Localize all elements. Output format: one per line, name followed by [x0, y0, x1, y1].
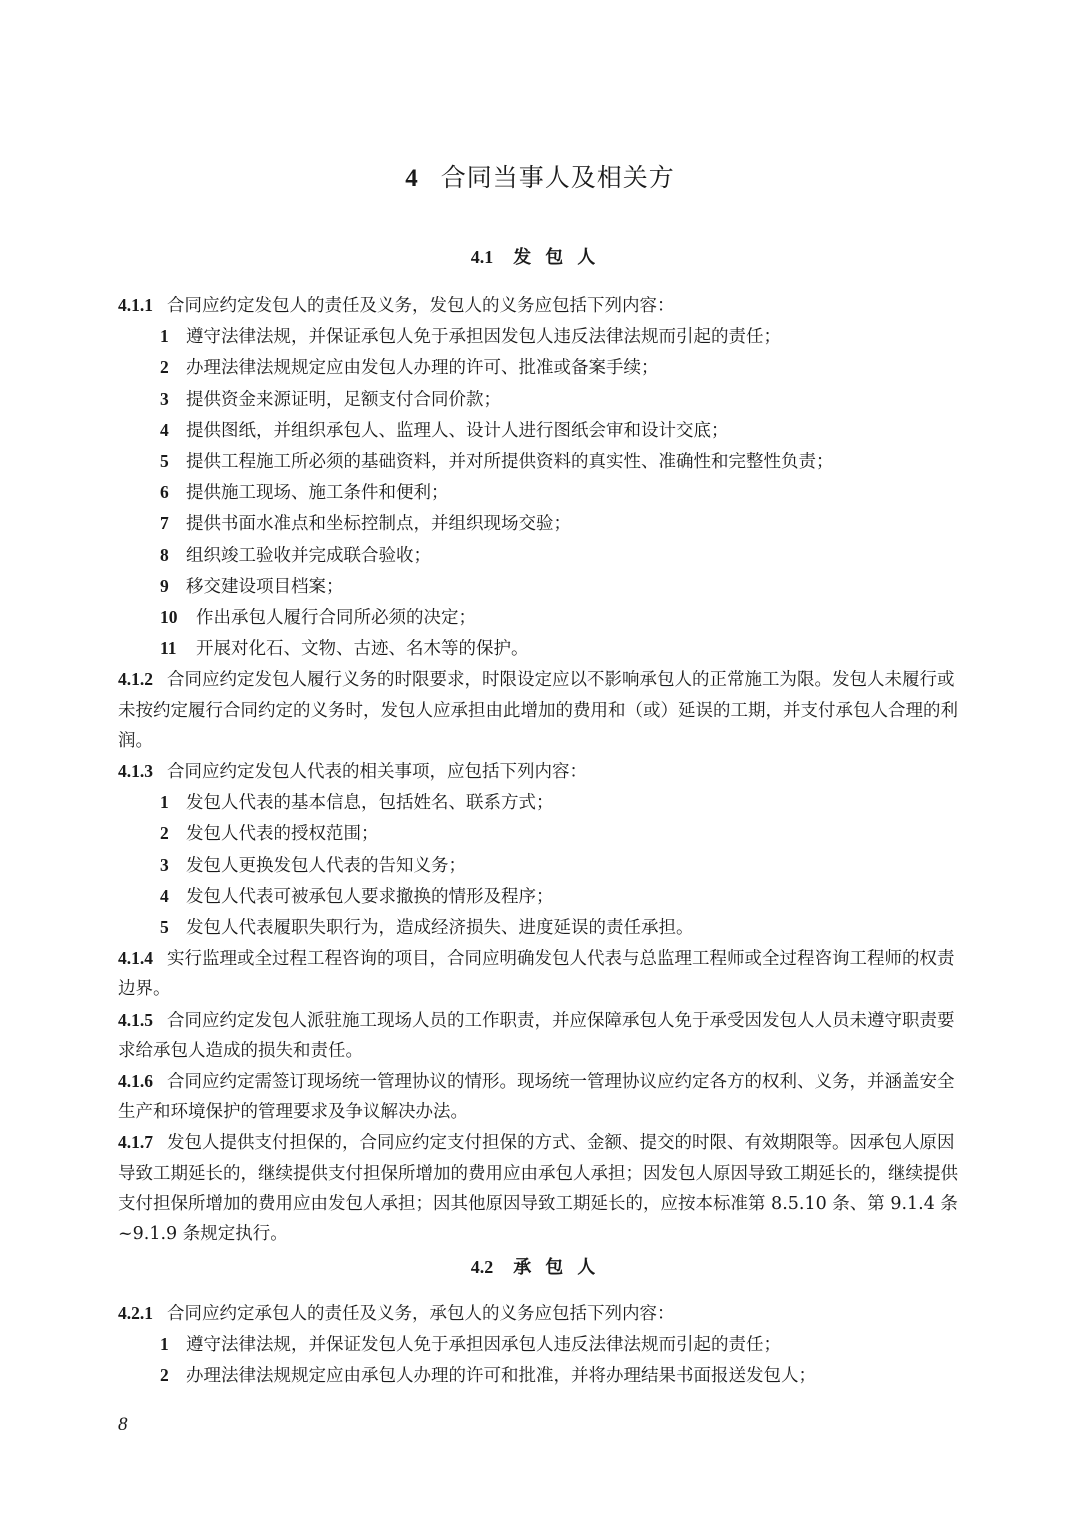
- list-item: 2 办理法律法规规定应由承包人办理的许可和批准，并将办理结果书面报送发包人；: [160, 1365, 816, 1387]
- chapter-title: [0, 158, 1080, 194]
- clause-4-2-1: 4.2.1 合同应约定承包人的责任及义务，承包人的义务应包括下列内容：: [118, 1303, 675, 1324]
- list-item: 5 提供工程施工所必须的基础资料，并对所提供资料的真实性、准确性和完整性负责；: [160, 451, 834, 473]
- section-number: 4.1: [470, 247, 494, 267]
- list-item: 4 提供图纸，并组织承包人、监理人、设计人进行图纸会审和设计交底；: [160, 419, 729, 441]
- section-title: 发包人: [513, 247, 610, 268]
- list-item: 2 办理法律法规规定应由发包人办理的许可、批准或备案手续；: [160, 357, 659, 379]
- clause-4-1-5: 4.1.5 合同应约定发包人派驻施工现场人员的工作职责，并应保障承包人免于承受因发包人人员未遵守职责要求给承包人造成的损失和责任。: [118, 1009, 955, 1061]
- clause-4-1-4: 4.1.4 实行监理或全过程工程咨询的项目，合同应明确发包人代表与总监理工程师或全过程咨询工程师的权责边界。: [118, 948, 955, 1000]
- section-heading-4-2: [0, 1253, 1080, 1279]
- list-item: 8 组织竣工验收并完成联合验收；: [160, 544, 431, 566]
- section-title: 承包人: [513, 1257, 610, 1278]
- clause-4-1-3: 4.1.3 合同应约定发包人代表的相关事项，应包括下列内容：: [118, 761, 587, 783]
- list-item: 9 移交建设项目档案；: [160, 575, 344, 597]
- list-item: 6 提供施工现场、施工条件和便利；: [160, 482, 449, 504]
- list-item: 11 开展对化石、文物、古迹、名木等的保护。: [160, 638, 529, 660]
- list-item: 1 遵守法律法规，并保证承包人免于承担因发包人违反法律法规而引起的责任；: [160, 326, 781, 348]
- list-item: 7 提供书面水准点和坐标控制点，并组织现场交验；: [160, 513, 571, 535]
- clause-4-1-6: 4.1.6 合同应约定需签订现场统一管理协议的情形。现场统一管理协议应约定各方的权利、义务，并涵盖安全生产和环境保护的管理要求及争议解决办法。: [118, 1071, 955, 1123]
- section-4-2-body: [118, 1298, 964, 1392]
- list-item: 3 发包人更换发包人代表的告知义务；: [160, 854, 466, 876]
- list-item: 3 提供资金来源证明，足额支付合同价款；: [160, 388, 501, 410]
- clause-4-1-7: 4.1.7 发包人提供支付担保的，合同应约定支付担保的方式、金额、提交的时限、有效期限等。因承包人原因导致工期延长的，继续提供支付担保所增加的费用应由承包人承担；因发包人原因导致工期延长的，继续提供支付担保所增加的费用应由发包人承担；因其他原因导致工期延长的，应按本标准第 8.5.10 条、第 9.1.4 条~9.1.9 条规定执行。: [118, 1132, 958, 1245]
- list-item: 1 发包人代表的基本信息，包括姓名、联系方式；: [160, 792, 554, 814]
- page-number: 8: [118, 1414, 128, 1435]
- list-item: 2 发包人代表的授权范围；: [160, 823, 379, 845]
- list-item: 10 作出承包人履行合同所必须的决定；: [160, 607, 476, 629]
- chapter-title-text: 合同当事人及相关方: [440, 163, 675, 192]
- section-number: 4.2: [470, 1257, 494, 1277]
- section-4-1-body: [118, 290, 964, 1249]
- list-item: 1 遵守法律法规，并保证发包人免于承担因承包人违反法律法规而引起的责任；: [160, 1334, 781, 1356]
- list-item: 5 发包人代表履职失职行为，造成经济损失、进度延误的责任承担。: [160, 917, 694, 939]
- chapter-number: 4: [405, 165, 419, 192]
- list-item: 4 发包人代表可被承包人要求撤换的情形及程序；: [160, 885, 554, 907]
- clause-4-1-2: 4.1.2 合同应约定发包人履行义务的时限要求，时限设定应以不影响承包人的正常施工为限。发包人未履行或未按约定履行合同约定的义务时，发包人应承担由此增加的费用和（或）延误的工期，并支付承包人合理的利润。: [118, 669, 958, 751]
- clause-4-1-1: 4.1.1 合同应约定发包人的责任及义务，发包人的义务应包括下列内容：: [118, 295, 675, 316]
- section-heading-4-1: [0, 243, 1080, 269]
